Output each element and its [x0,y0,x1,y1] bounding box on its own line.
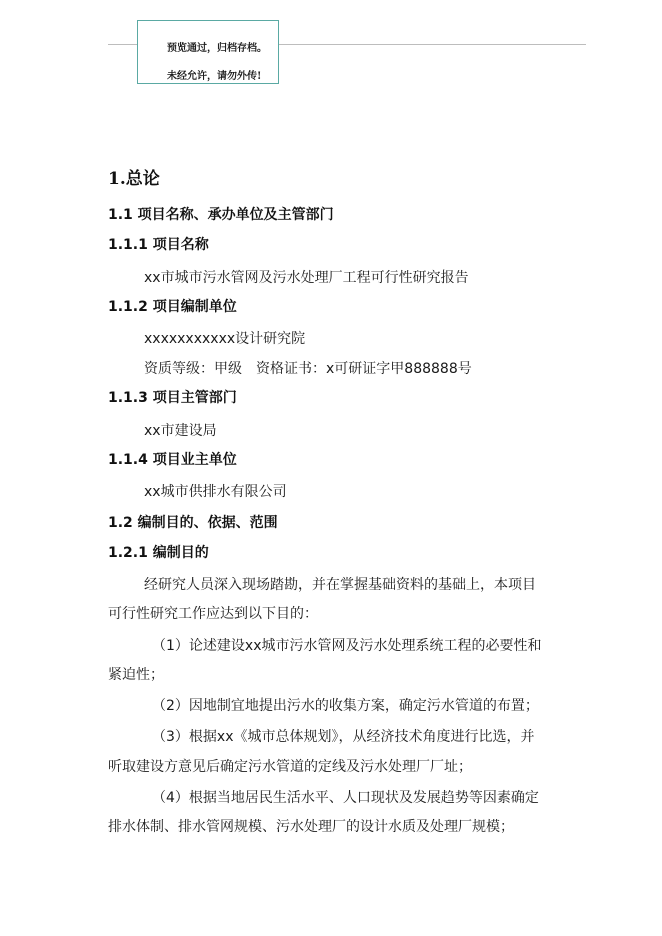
list-item-2-line-1: （2）因地制宜地提出污水的收集方案，确定污水管道的布置； [152,698,539,714]
intro-paragraph-line-1: 经研究人员深入现场踏勘，并在掌握基础资料的基础上，本项目 [144,577,536,593]
approval-stamp [137,20,279,84]
chapter-title: 1.总论 [108,169,160,189]
subsection-heading-1-1-2: 1.1.2 项目编制单位 [108,299,237,315]
list-item-1-line-1: （1）论述建设xx城市污水管网及污水处理系统工程的必要性和 [152,638,542,654]
qualification-text: 资质等级：甲级 资格证书：x可研证字甲888888号 [144,361,472,377]
compiler-unit-text: xxxxxxxxxxx设计研究院 [144,331,306,347]
subsection-heading-1-1-1: 1.1.1 项目名称 [108,237,209,253]
list-item-1-line-2: 紧迫性； [108,667,164,683]
list-item-4-line-2: 排水体制、排水管网规模、污水处理厂的设计水质及处理厂规模； [108,819,514,835]
authority-text: xx市建设局 [144,423,217,439]
intro-paragraph-line-2: 可行性研究工作应达到以下目的： [108,606,318,622]
section-heading-1-2: 1.2 编制目的、依据、范围 [108,515,278,531]
section-heading-1-1: 1.1 项目名称、承办单位及主管部门 [108,207,334,223]
stamp-line-2: 未经允许，请勿外传! [167,71,262,82]
subsection-heading-1-1-4: 1.1.4 项目业主单位 [108,452,237,468]
list-item-4-line-1: （4）根据当地居民生活水平、人口现状及发展趋势等因素确定 [152,790,539,806]
owner-text: xx城市供排水有限公司 [144,484,287,500]
list-item-3-line-2: 听取建设方意见后确定污水管道的定线及污水处理厂厂址； [108,759,472,775]
stamp-line-1: 预览通过，归档存档。 [167,43,267,54]
list-item-3-line-1: （3）根据xx《城市总体规划》，从经济技术角度进行比选，并 [152,729,535,745]
subsection-heading-1-1-3: 1.1.3 项目主管部门 [108,390,237,406]
project-name-text: xx市城市污水管网及污水处理厂工程可行性研究报告 [144,270,469,286]
subsection-heading-1-2-1: 1.2.1 编制目的 [108,545,209,561]
